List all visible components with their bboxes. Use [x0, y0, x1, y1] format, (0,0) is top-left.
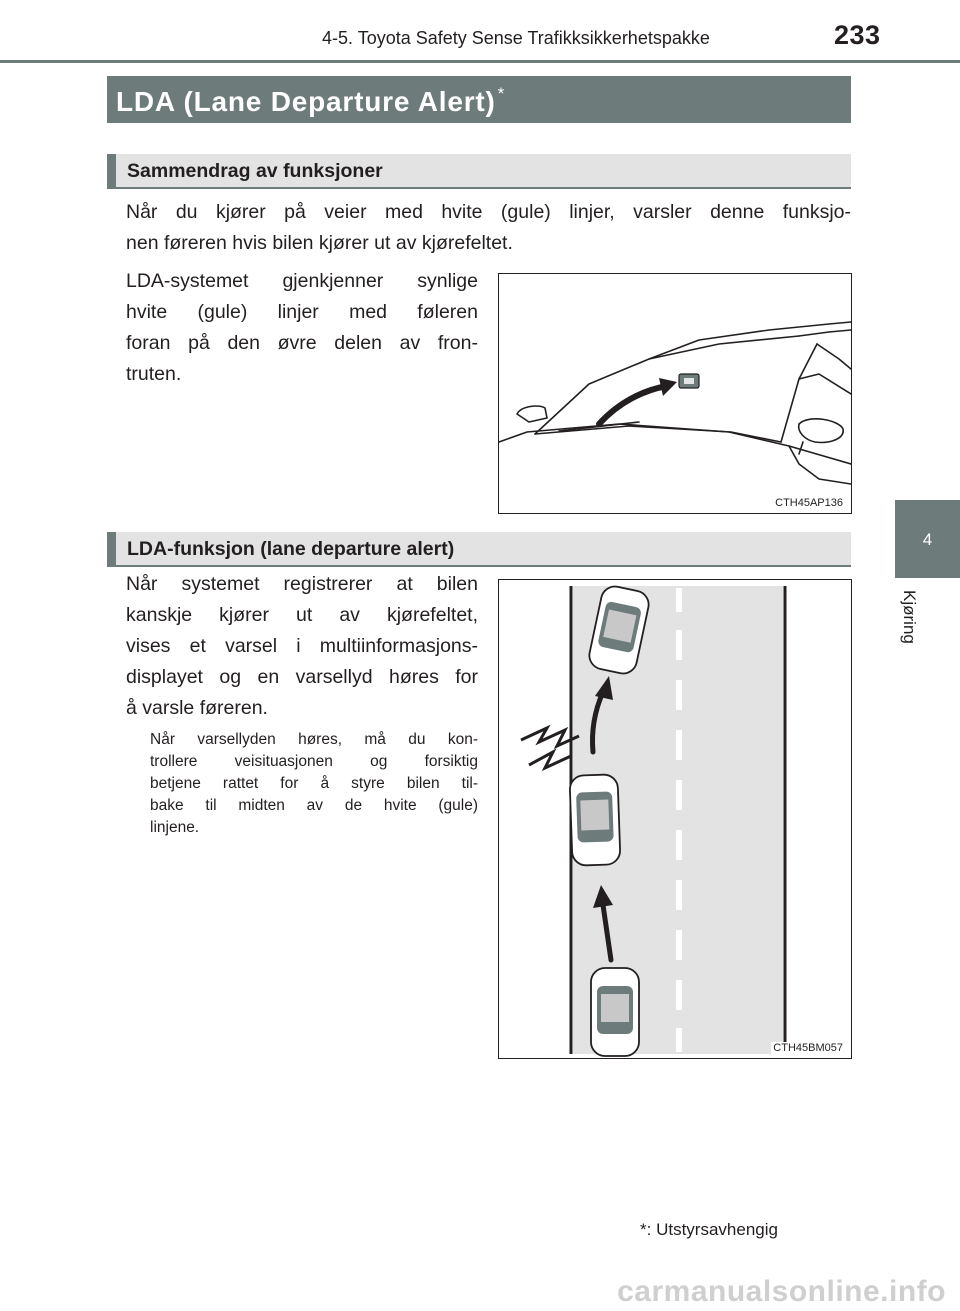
note-line: bake til midten av de hvite (gule)	[150, 797, 478, 814]
section-heading-lda	[107, 532, 851, 567]
lane-departure-figure	[498, 579, 852, 1059]
body-line: foran på den øvre delen av fron-	[126, 332, 478, 354]
car-bottom-icon	[591, 968, 639, 1056]
alert-lightning-icon	[529, 752, 571, 768]
asterisk-icon: *	[497, 84, 506, 103]
footnote-marker: *	[640, 1220, 647, 1239]
footnote-text: : Utstyrsavhengig	[646, 1220, 778, 1239]
heading-marker	[107, 154, 116, 187]
body-line: displayet og en varsellyd høres for	[126, 666, 478, 688]
section-heading-summary-text: Sammendrag av funksjoner	[127, 160, 383, 182]
page-title	[116, 84, 505, 118]
note-line: Når varsellyden høres, må du kon-	[150, 731, 478, 748]
watermark-text: carmanualsonline.info	[617, 1275, 946, 1308]
page-number: 233	[834, 20, 881, 50]
car-middle-icon	[569, 774, 620, 866]
note-line: linjene.	[150, 819, 200, 836]
header-divider	[0, 60, 960, 63]
note-line: trollere veisituasjonen og forsiktig	[150, 753, 478, 770]
page-title-text: LDA (Lane Departure Alert)	[116, 86, 496, 117]
lda-note	[150, 729, 478, 839]
section-header-title: 4-5. Toyota Safety Sense Trafikksikkerhetspakke	[322, 28, 710, 48]
body-line: kanskje kjører ut av kjørefeltet,	[126, 604, 478, 626]
chapter-label-container	[897, 590, 927, 670]
body-line: LDA-systemet gjenkjenner synlige	[126, 270, 478, 292]
watermark	[0, 1275, 960, 1311]
intro-paragraph	[126, 197, 851, 259]
note-line: betjene rattet for å styre bilen til-	[150, 775, 478, 792]
windshield-sensor-figure	[498, 273, 852, 514]
lane-illustration	[499, 580, 851, 1058]
figure-code: CTH45AP136	[775, 497, 843, 509]
chapter-label: Kjøring	[900, 590, 919, 644]
heading-marker	[107, 532, 116, 565]
windshield-illustration	[499, 274, 851, 513]
chapter-number: 4	[922, 530, 933, 549]
intro-line: Når du kjører på veier med hvite (gule) linjer, varsler denne funksjo-	[126, 201, 851, 223]
intro-line: nen føreren hvis bilen kjører ut av kjørefeltet.	[126, 232, 513, 254]
figure-code: CTH45BM057	[773, 1042, 843, 1054]
sensor-paragraph	[126, 266, 478, 390]
body-line: vises et varsel i multiinformasjons-	[126, 635, 478, 657]
body-line: Når systemet registrerer at bilen	[126, 573, 478, 595]
section-heading-lda-text: LDA-funksjon (lane departure alert)	[127, 538, 455, 560]
footnote	[640, 1220, 778, 1240]
pointer-arrow	[599, 386, 667, 424]
body-line: å varsle føreren.	[126, 697, 268, 719]
lda-paragraph	[126, 569, 478, 724]
section-heading-summary	[107, 154, 851, 189]
chapter-tab	[895, 500, 960, 578]
front-sensor-icon	[679, 374, 699, 388]
body-line: hvite (gule) linjer med føleren	[126, 301, 478, 323]
body-line: truten.	[126, 363, 182, 385]
